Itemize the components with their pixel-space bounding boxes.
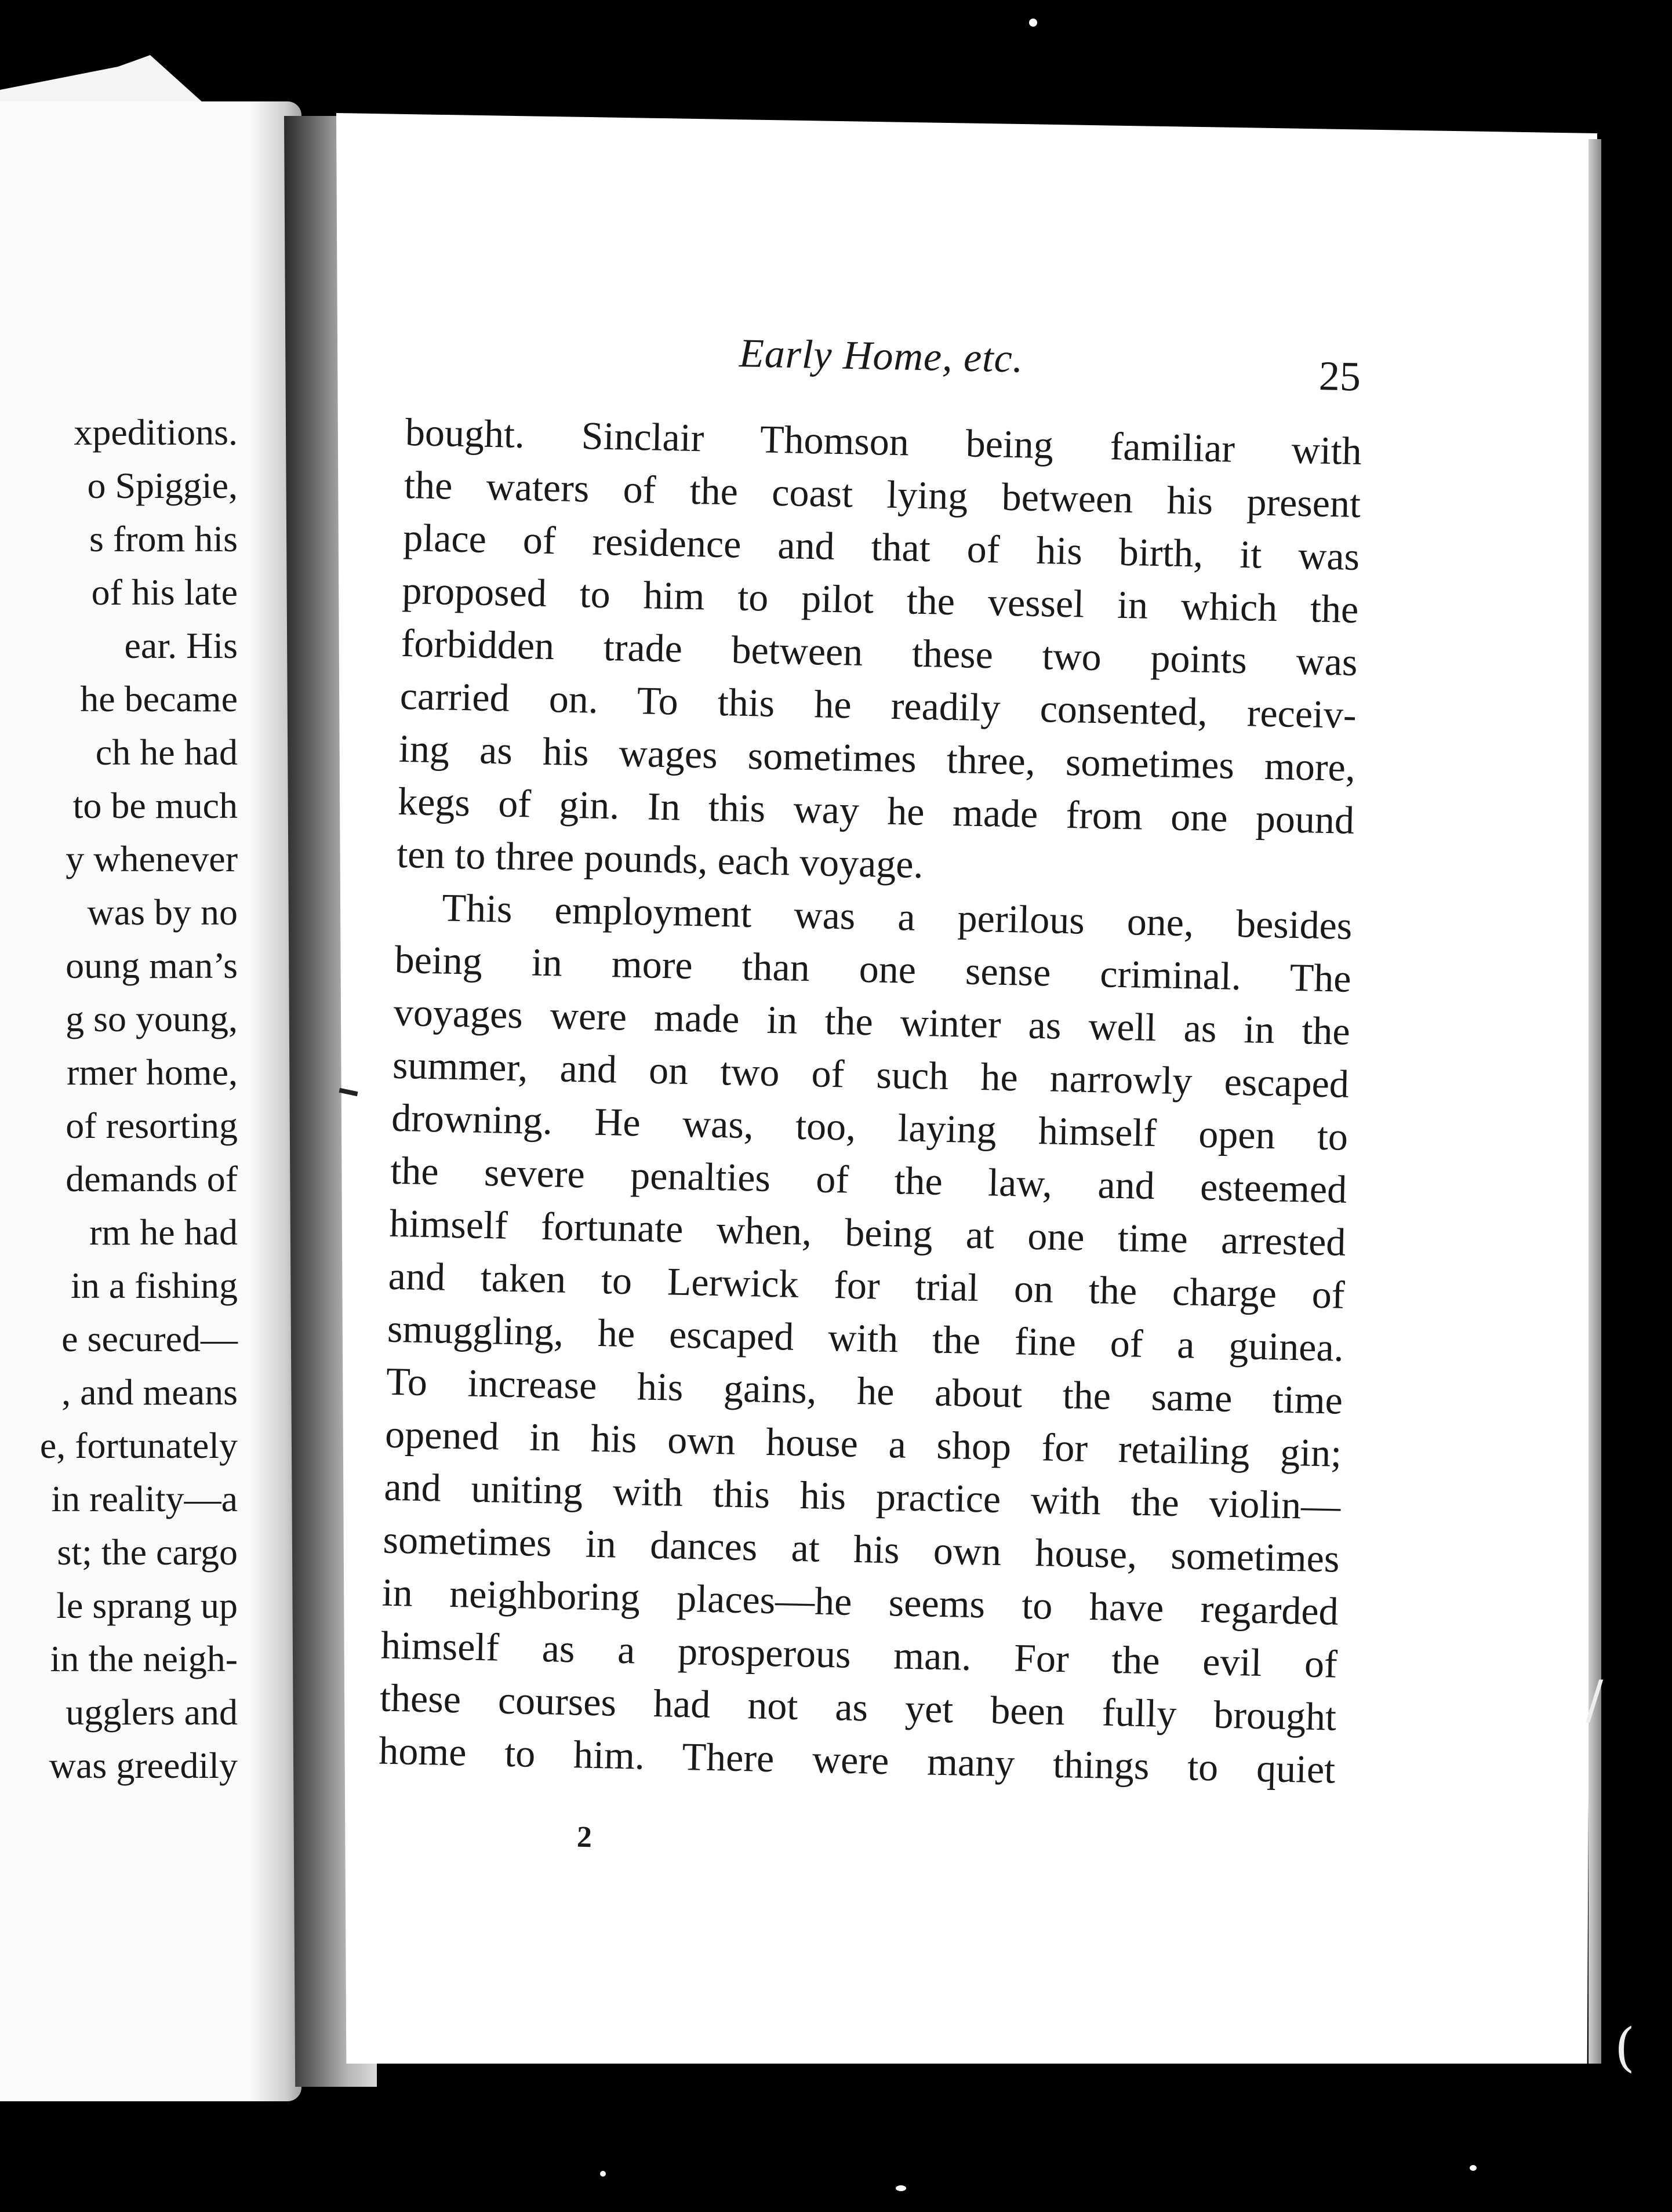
text-line: in neighboring places—he seems to have regarded — [381, 1570, 1339, 1633]
text-line: bought. Sinclair Thomson being familiar with — [405, 409, 1362, 474]
page-number: 25 — [1318, 352, 1361, 400]
text-line: ing as his wages sometimes three, sometimes more, — [398, 726, 1356, 790]
left-line: rmer home, — [67, 1052, 238, 1093]
text-line: and taken to Lerwick for trial on the charge of — [388, 1253, 1346, 1317]
left-line: demands of — [66, 1158, 238, 1199]
running-head: Early Home, etc. — [739, 331, 1024, 381]
scan-mark: / — [1586, 1669, 1604, 1730]
text-line: himself fortunate when, being at one time arrested — [388, 1200, 1347, 1264]
left-line: le sprang up — [56, 1585, 238, 1626]
text-line: the severe penalties of the law, and esteemed — [390, 1148, 1347, 1211]
text-line: kegs of gin. In this way he made from one pound — [397, 778, 1355, 842]
scan-speck — [600, 2171, 606, 2177]
text-line: carried on. To this he readily consented, receiv- — [399, 673, 1357, 737]
signature-mark: 2 — [576, 1820, 593, 1854]
text-line: himself as a prosperous man. For the evil of — [380, 1622, 1338, 1686]
body-text — [379, 406, 1362, 1796]
left-line: of his late — [91, 572, 238, 613]
scan-mark: ( — [1615, 2017, 1635, 2078]
left-line: , and means — [61, 1371, 238, 1413]
left-line: xpeditions. — [74, 412, 238, 453]
left-line: e secured— — [61, 1318, 238, 1359]
text-line: To increase his gains, he about the same time — [386, 1359, 1343, 1422]
left-line: o Spiggie, — [87, 465, 238, 506]
left-line: ch he had — [95, 732, 238, 773]
text-line: home to him. There were many things to quiet — [378, 1728, 1336, 1792]
text-line: smuggling, he escaped with the fine of a guinea. — [387, 1306, 1344, 1370]
text-line: forbidden trade between these two points was — [401, 620, 1358, 685]
text-line: ten to three pounds, each voyage. — [396, 831, 924, 887]
text-line: This employment was a perilous one, besides — [441, 885, 1353, 948]
text-line: opened in his own house a shop for retailing gin; — [384, 1411, 1342, 1475]
text-line: voyages were made in the winter as well as in the — [393, 989, 1351, 1053]
left-line: in reality—a — [51, 1478, 238, 1519]
left-line: y whenever — [66, 838, 238, 879]
left-line: st; the cargo — [57, 1531, 238, 1573]
left-line: was greedily — [49, 1745, 238, 1786]
left-line: of resorting — [66, 1105, 238, 1146]
left-page-text — [40, 406, 238, 1792]
text-line: the waters of the coast lying between his present — [404, 462, 1361, 526]
left-line: g so young, — [66, 998, 238, 1039]
scan-speck — [1470, 2165, 1477, 2171]
text-line: drowning. He was, too, laying himself open to — [391, 1095, 1348, 1159]
left-line: in a fishing — [71, 1265, 238, 1306]
text-line: place of residence and that of his birth, it was — [402, 515, 1360, 579]
text-line: and uniting with this his practice with the violin— — [383, 1464, 1341, 1528]
left-line: was by no — [87, 892, 238, 933]
page-edge — [1589, 139, 1601, 2064]
left-line: ear. His — [124, 625, 238, 666]
left-line: ugglers and — [66, 1691, 238, 1733]
left-line: rm he had — [89, 1211, 238, 1253]
left-line: e, fortunately — [39, 1425, 238, 1466]
left-line: he became — [80, 678, 238, 719]
text-line: summer, and on two of such he narrowly escaped — [392, 1042, 1350, 1106]
left-line: oung man’s — [66, 945, 238, 986]
left-line: in the neigh- — [50, 1638, 238, 1679]
text-line: these courses had not as yet been fully brought — [379, 1675, 1337, 1739]
text-line: proposed to him to pilot the vessel in which the — [401, 567, 1360, 632]
left-page — [0, 101, 301, 2101]
scan-speck — [896, 2185, 906, 2191]
text-line: being in more than one sense criminal. The — [394, 937, 1352, 1001]
text-line: sometimes in dances at his own house, sometimes — [382, 1517, 1340, 1581]
left-line: s from his — [89, 518, 238, 559]
scan-speck — [1029, 19, 1037, 27]
left-line: to be much — [72, 785, 238, 826]
